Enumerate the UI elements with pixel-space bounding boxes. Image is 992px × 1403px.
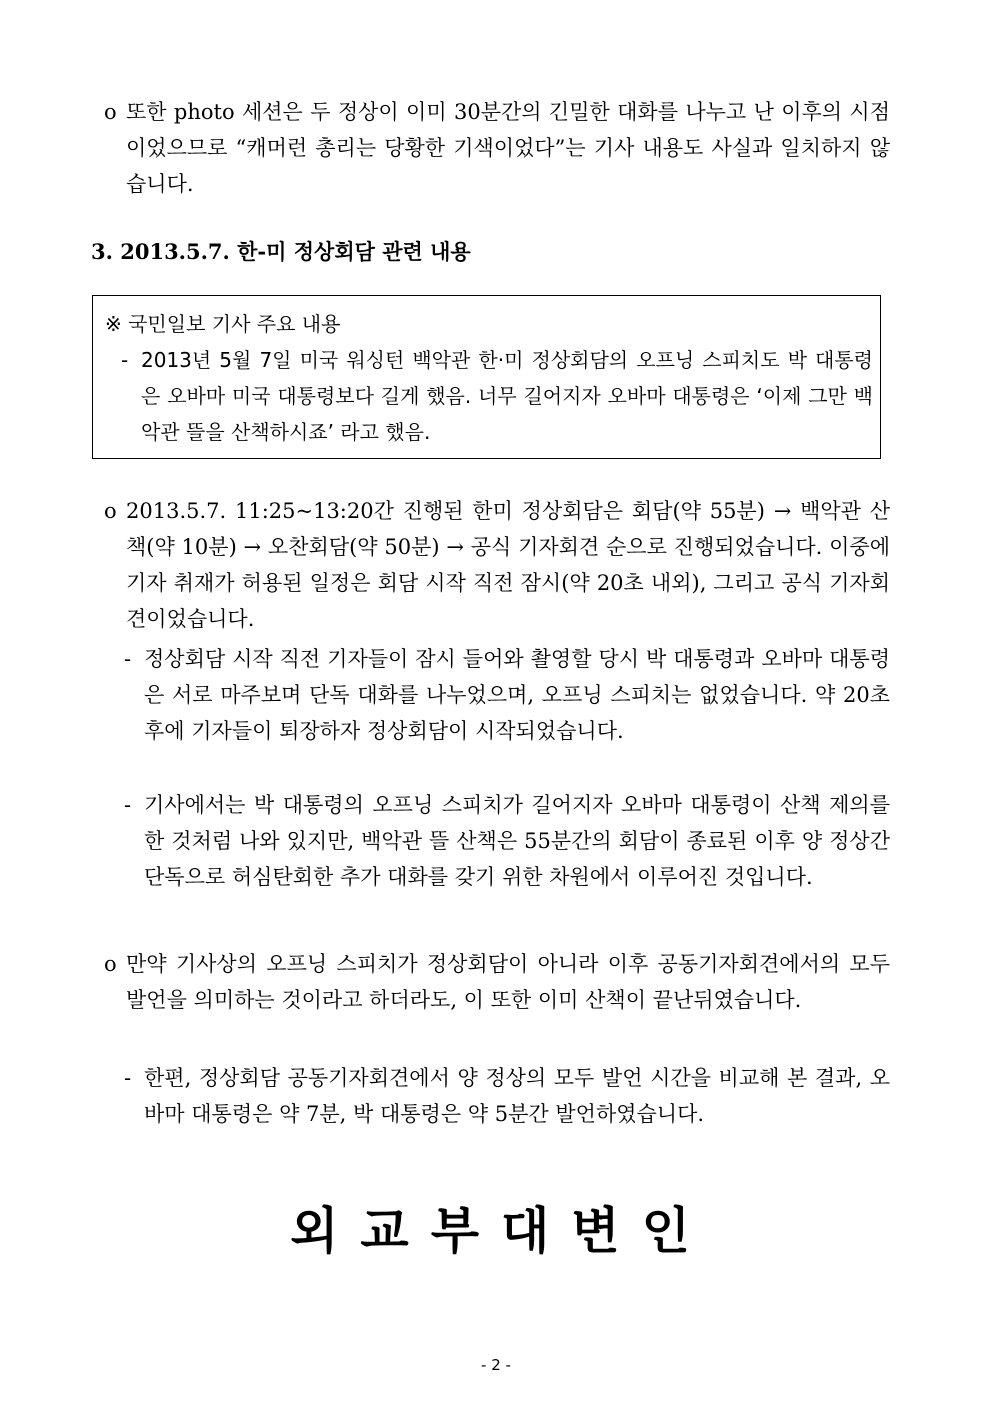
spokesperson-signature: 외교부대변인 — [290, 1202, 712, 1260]
paragraph-bullet: o — [104, 952, 117, 976]
paragraph-bullet: o — [104, 100, 117, 124]
subitem-text: 기사에서는 박 대통령의 오프닝 스피치가 길어지자 오바마 대통령이 산책 제의를 한 것처럼 나와 있지만, 백악관 뜰 산책은 55분간의 회담이 종료된 이후 양 정상간 단독으로 허심탄회한 추가 대화를 갖기 위한 차원에서 이루어진 것입니다. — [144, 793, 890, 889]
paragraph-press-conference — [104, 946, 890, 1018]
subitem-photo-before-summit — [124, 641, 890, 749]
paragraph-summit-schedule — [104, 493, 890, 637]
box-item-dash: - — [121, 348, 129, 372]
subitem-speech-time — [124, 1060, 890, 1132]
paragraph-text: 또한 photo 세션은 두 정상이 이미 30분간의 긴밀한 대화를 나누고 난 이후의 시점이었으므로 “캐머런 총리는 당황한 기색이었다”는 기사 내용도 사실과 일치하지 않습니다. — [126, 100, 890, 196]
section-heading: 3. 2013.5.7. 한-미 정상회담 관련 내용 — [91, 239, 471, 264]
subitem-text: 한편, 정상회담 공동기자회견에서 양 정상의 모두 발언 시간을 비교해 본 결과, 오바마 대통령은 약 7분, 박 대통령은 약 5분간 발언하였습니다. — [144, 1066, 890, 1126]
paragraph-photo-session — [104, 94, 890, 202]
subitem-dash: - — [124, 647, 132, 671]
subitem-walk-explanation — [124, 787, 890, 895]
box-item — [121, 342, 873, 450]
subitem-text: 정상회담 시작 직전 기자들이 잠시 들어와 촬영할 당시 박 대통령과 오바마 대통령은 서로 마주보며 단독 대화를 나누었으며, 오프닝 스피치는 없었습니다. 약 20초 후에 기자들이 퇴장하자 정상회담이 시작되었습니다. — [144, 647, 890, 743]
box-title: ※ 국민일보 기사 주요 내용 — [105, 312, 341, 336]
paragraph-text: 만약 기사상의 오프닝 스피치가 정상회담이 아니라 이후 공동기자회견에서의 모두 발언을 의미하는 것이라고 하더라도, 이 또한 이미 산책이 끝난뒤였습니다. — [126, 952, 890, 1012]
paragraph-text: 2013.5.7. 11:25~13:20간 진행된 한미 정상회담은 회담(약 55분) → 백악관 산책(약 10분) → 오찬회담(약 50분) → 공식 기자회견 순으로 진행되었습니다. 이중에 기자 취재가 허용된 일정은 회담 시작 직전 잠시(약 20초 내외), 그리고 공식 기자회견이었습니다. — [126, 499, 890, 631]
subitem-dash: - — [124, 793, 132, 817]
subitem-dash: - — [124, 1066, 132, 1090]
page-number: - 2 - — [481, 1356, 511, 1374]
article-summary-box — [92, 295, 881, 459]
paragraph-bullet: o — [104, 499, 117, 523]
box-item-text: 2013년 5월 7일 미국 워싱턴 백악관 한·미 정상회담의 오프닝 스피치도 박 대통령은 오바마 미국 대통령보다 길게 했음. 너무 길어지자 오바마 대통령은 ‘이제 그만 백악관 뜰을 산책하시죠’ 라고 했음. — [141, 348, 873, 444]
